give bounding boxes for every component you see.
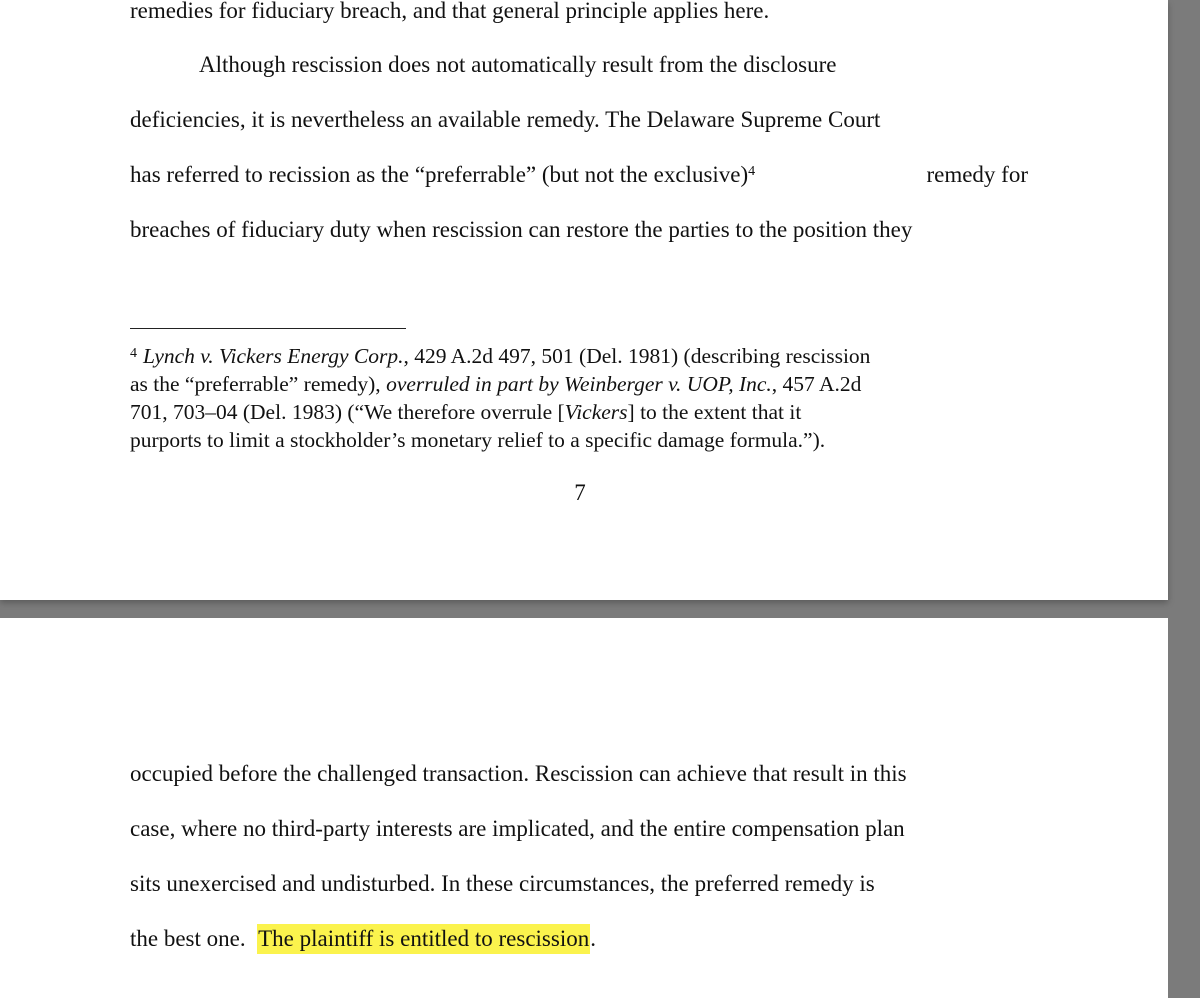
citation: as the “preferrable” remedy),	[130, 372, 387, 396]
body-line-text: Although rescission does not automatically result from the disclosure	[199, 52, 837, 77]
body-line-indented	[199, 51, 1028, 79]
case-name: Lynch v. Vickers Energy Corp.	[143, 344, 404, 368]
footnote-line	[130, 400, 1028, 425]
footnote-marker: 4	[130, 346, 137, 361]
citation: 701, 703–04 (Del. 1983) (“We therefore overrule [	[130, 400, 565, 424]
body-line	[130, 216, 1028, 244]
body-line-text: the best one.	[130, 926, 258, 951]
body-line-text: breaches of fiduciary duty when rescission can restore the parties to the position they	[130, 217, 913, 242]
citation: , 457 A.2d	[771, 372, 862, 396]
body-line-text: deficiencies, it is nevertheless an available remedy. The Delaware Supreme Court	[130, 107, 881, 132]
body-line-text: sits unexercised and undisturbed. In these circumstances, the preferred remedy is	[130, 871, 875, 896]
body-line-text: occupied before the challenged transaction. Rescission can achieve that result in this	[130, 761, 907, 786]
body-line-text	[130, 161, 755, 189]
page-number: 7	[574, 480, 586, 505]
footnote-line	[130, 372, 1028, 397]
body-line-segment: remedy for	[926, 162, 1028, 187]
case-name: Vickers	[564, 400, 628, 424]
body-line-with-footnote-ref	[130, 161, 1028, 189]
footnote-reference[interactable]: 4	[748, 164, 756, 179]
citation: , 429 A.2d 497, 501 (Del. 1981) (describing rescission	[403, 344, 871, 368]
body-line-with-highlight	[130, 925, 596, 953]
body-line	[130, 106, 1028, 134]
case-name: overruled in part by Weinberger v. UOP, Inc.	[386, 372, 772, 396]
footnote-text	[130, 400, 801, 425]
footnote-text	[130, 344, 870, 369]
body-line	[130, 815, 1028, 843]
footnote-line: purports to limit a stockholder’s monetary relief to a specific damage formula.”).	[130, 428, 826, 452]
body-line-segment: has referred to recission as the “preferrable” (but not the exclusive)	[130, 162, 749, 187]
footnote-separator	[130, 328, 406, 329]
document-page-8	[0, 618, 1168, 998]
citation: ] to the extent that it	[627, 400, 802, 424]
body-line-text: case, where no third-party interests are implicated, and the entire compensation plan	[130, 816, 905, 841]
body-line: remedies for fiduciary breach, and that general principle applies here.	[130, 0, 770, 23]
footnote-text	[130, 372, 861, 397]
footnote-line	[130, 344, 1028, 369]
sentence-end: .	[590, 926, 596, 951]
body-line	[130, 870, 1028, 898]
body-line	[130, 760, 1028, 788]
highlighted-text[interactable]: The plaintiff is entitled to rescission	[257, 924, 590, 954]
